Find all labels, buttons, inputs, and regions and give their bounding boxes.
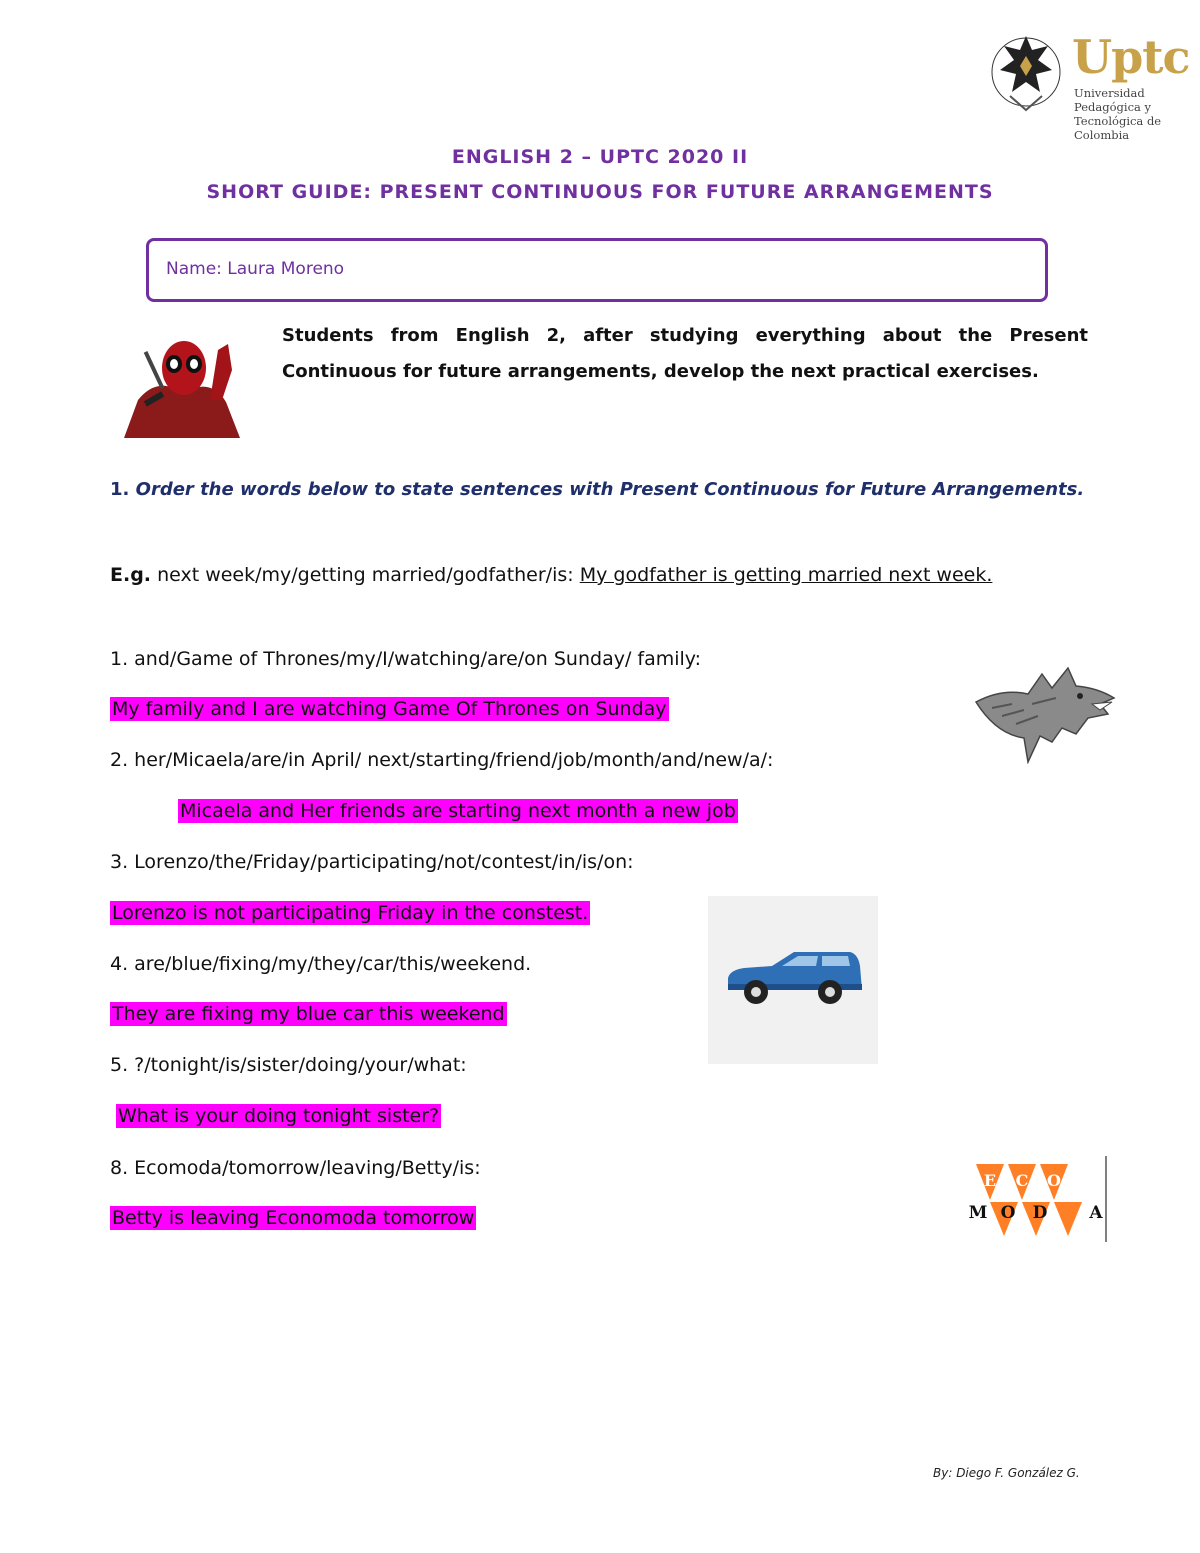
exercise-prompt: 8. Ecomoda/tomorrow/leaving/Betty/is: bbox=[110, 1157, 481, 1179]
exercise-answer: What is your doing tonight sister? bbox=[118, 1105, 440, 1127]
exercise-answer: They are fixing my blue car this weekend bbox=[112, 1003, 505, 1025]
ecomoda-letter: C bbox=[1015, 1171, 1029, 1190]
exercise-prompt: 3. Lorenzo/the/Friday/participating/not/contest/in/is/on: bbox=[110, 851, 634, 873]
exercise-instructions bbox=[110, 472, 1088, 508]
ecomoda-letter: E bbox=[983, 1171, 997, 1190]
example bbox=[110, 558, 1090, 592]
intro-text: Students from English 2, after studying everything about the Present Continuous for future arrangements, develop the next practical exercises. bbox=[282, 325, 1088, 382]
example-label: E.g. bbox=[110, 564, 152, 586]
car-icon bbox=[724, 944, 864, 1010]
ecomoda-letter: O bbox=[1047, 1171, 1061, 1190]
exercise-prompt: 2. her/Micaela/are/in April/ next/starting/friend/job/month/and/new/a/: bbox=[110, 749, 774, 771]
ecomoda-logo bbox=[964, 1156, 1110, 1242]
exercise-prompt: 1. and/Game of Thrones/my/I/watching/are/on Sunday/ family: bbox=[110, 648, 702, 670]
exercise-instruction-text: Order the words below to state sentences with Present Continuous for Future Arrangements. bbox=[135, 479, 1085, 500]
exercise-answer: Micaela and Her friends are starting next month a new job bbox=[180, 800, 736, 822]
ecomoda-letter: A bbox=[1089, 1203, 1103, 1223]
ecomoda-letter: D bbox=[1032, 1203, 1048, 1223]
ecomoda-letter: O bbox=[1000, 1203, 1016, 1223]
university-brand: Uptc bbox=[1072, 30, 1190, 84]
page-subtitle: SHORT GUIDE: PRESENT CONTINUOUS FOR FUTURE ARRANGEMENTS bbox=[206, 181, 994, 203]
exercise-number: 1. bbox=[110, 479, 130, 500]
name-field: Name: Laura Moreno bbox=[166, 259, 345, 279]
exercise-answer: Betty is leaving Economoda tomorrow bbox=[112, 1207, 475, 1229]
exercise-prompt: 4. are/blue/fixing/my/they/car/this/weekend. bbox=[110, 953, 532, 975]
wolf-sigil-icon bbox=[972, 658, 1118, 764]
deadpool-image bbox=[114, 330, 264, 438]
ecomoda-letter: M bbox=[968, 1203, 988, 1223]
university-crest-icon bbox=[990, 26, 1062, 118]
footer-author: By: Diego F. González G. bbox=[933, 1466, 1080, 1480]
page-title: ENGLISH 2 – UPTC 2020 II bbox=[451, 146, 749, 168]
example-prompt: next week/my/getting married/godfather/is: bbox=[157, 564, 574, 586]
exercise-answer: My family and I are watching Game Of Thrones on Sunday bbox=[112, 698, 667, 720]
exercise-answer: Lorenzo is not participating Friday in the constest. bbox=[112, 902, 589, 924]
university-name: Universidad Pedagógica y Tecnológica de Colombia bbox=[1074, 86, 1162, 142]
example-answer: My godfather is getting married next week. bbox=[579, 564, 993, 586]
exercise-prompt: 5. ?/tonight/is/sister/doing/your/what: bbox=[110, 1054, 467, 1076]
